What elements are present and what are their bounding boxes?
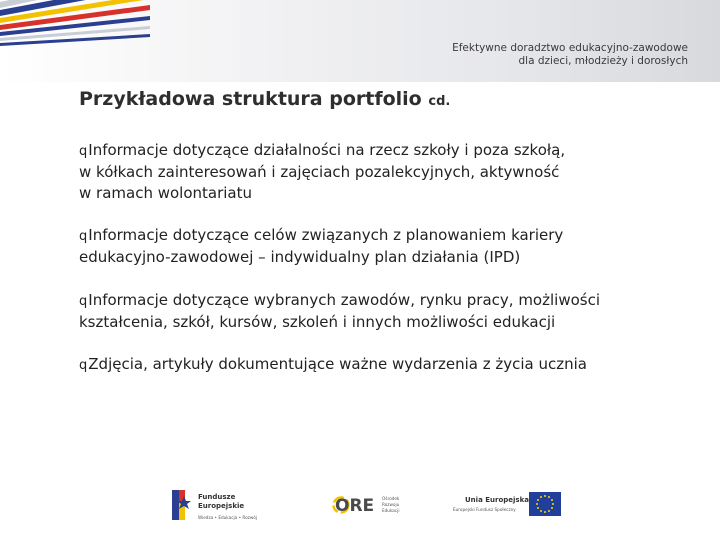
list-item-line: edukacyjno-zawodowej – indywidualny plan działania (IPD) (79, 248, 521, 266)
header-tagline-line1: Efektywne doradztwo edukacyjno-zawodowe (452, 42, 688, 54)
unia-europejska-logo (445, 486, 565, 524)
list-item-line: Informacje dotyczące działalności na rzecz szkoły i poza szkołą, (88, 141, 566, 159)
bullet-icon: q (79, 294, 88, 309)
list-item (79, 140, 565, 204)
eu-logo-line2: Europejski Fundusz Społeczny (453, 507, 516, 512)
page-title-main: Przykładowa struktura portfolio (79, 88, 422, 110)
list-item-line: Zdjęcia, artykuły dokumentujące ważne wydarzenia z życia ucznia (88, 355, 587, 373)
list-item-line: Informacje dotyczące wybranych zawodów, rynku pracy, możliwości (88, 291, 600, 309)
ore-logo-mark: ORE (335, 496, 375, 516)
ore-logo-line2: Rozwoju (382, 502, 400, 507)
header-tagline-line2: dla dzieci, młodzieży i dorosłych (518, 55, 688, 67)
list-item-line: kształcenia, szkół, kursów, szkoleń i innych możliwości edukacji (79, 313, 556, 331)
list-item (79, 290, 600, 333)
fe-logo-caption: Wiedza • Edukacja • Rozwój (198, 515, 258, 520)
ore-logo (332, 490, 412, 520)
bullet-icon: q (79, 358, 88, 373)
fe-logo-line1: Fundusze (198, 493, 236, 501)
page-title-suffix: cd. (428, 94, 451, 109)
list-item (79, 354, 587, 376)
header-band (0, 0, 720, 82)
eu-funds-star-icon (172, 490, 191, 520)
list-item-line: w ramach wolontariatu (79, 184, 253, 202)
bullet-icon: q (79, 144, 88, 159)
header-tagline (452, 42, 688, 68)
bullet-icon: q (79, 229, 88, 244)
fundusze-europejskie-logo (170, 486, 280, 524)
list-item-line: w kółkach zainteresowań i zajęciach pozalekcyjnych, aktywność (79, 163, 560, 181)
ore-logo-line1: Ośrodek (382, 496, 400, 501)
fe-logo-line2: Europejskie (198, 502, 245, 510)
ore-logo-line3: Edukacji (382, 508, 400, 513)
page-title (79, 88, 450, 110)
footer-logos (0, 476, 720, 531)
list-item (79, 225, 563, 268)
list-item-line: Informacje dotyczące celów związanych z planowaniem kariery (88, 226, 564, 244)
header-stripes-decoration (0, 0, 150, 82)
eu-flag-icon (529, 492, 561, 516)
eu-logo-line1: Unia Europejska (465, 496, 529, 504)
